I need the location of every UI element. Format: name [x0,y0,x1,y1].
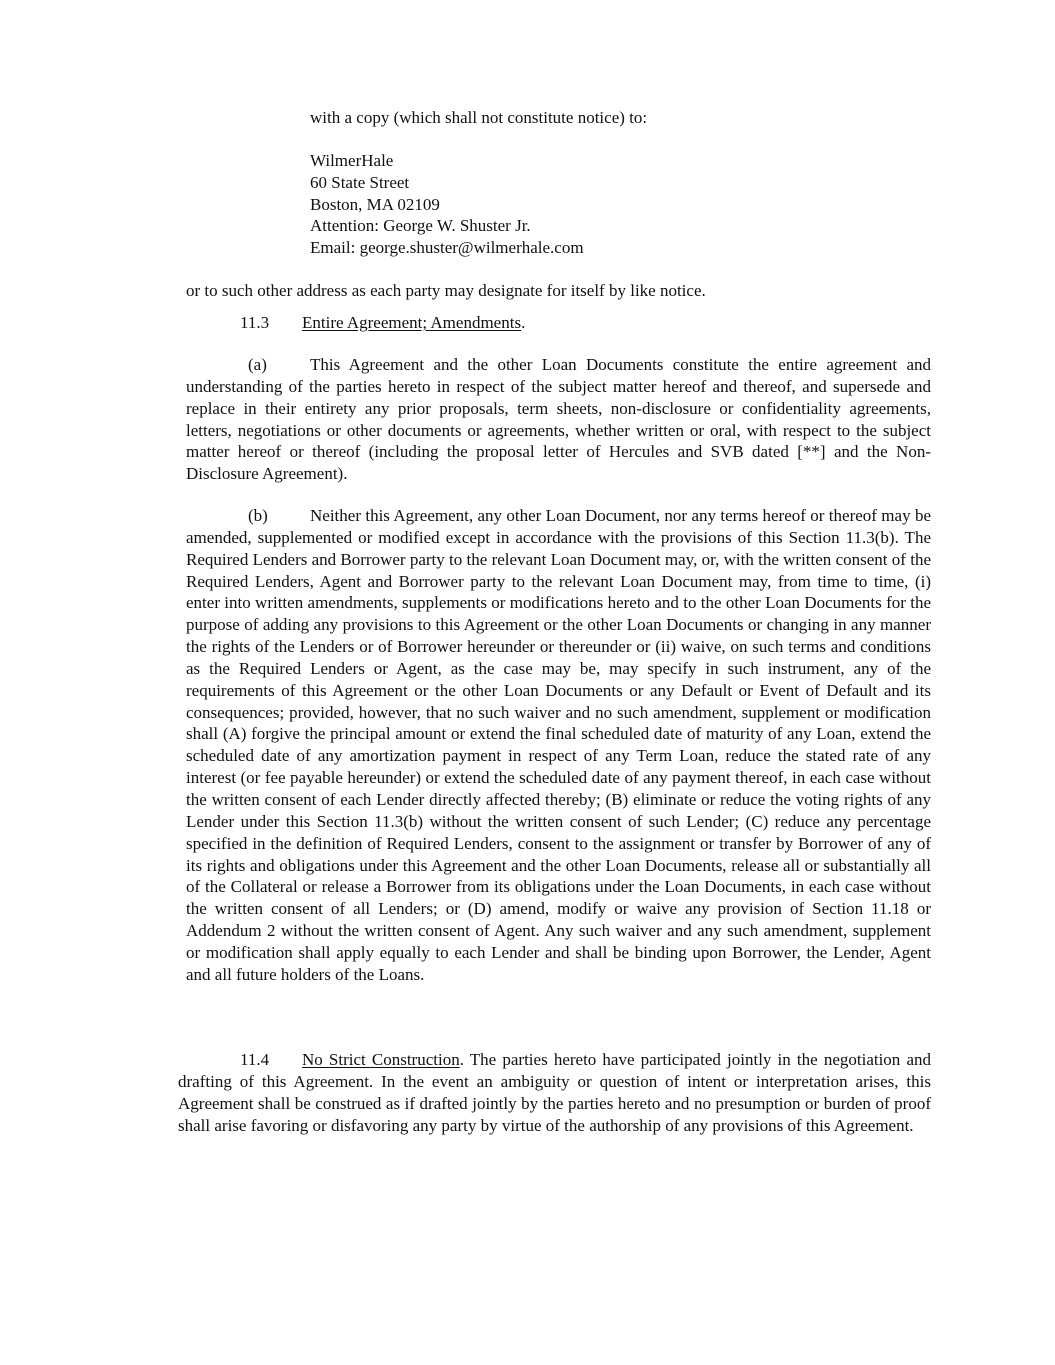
address-email: Email: george.shuster@wilmerhale.com [310,238,584,258]
section-11-4-title: No Strict Construction [302,1050,460,1069]
paragraph-a-text: This Agreement and the other Loan Documents constitute the entire agreement and understanding of the parties hereto in respect of the subject matter hereof and thereof, and supersede and replace in their entirety any prior proposals, term sheets, non-disclosure or confidentiality agreements, letters, negotiations or other documents or agreements, whether written or oral, with respect to the subject matter hereof or thereof (including the proposal letter of Hercules and SVB dated [**] and the Non-Disclosure Agreement). [186,355,931,484]
section-11-4-number: 11.4 [240,1050,270,1069]
section-11-3-title-suffix: . [521,313,526,332]
paragraph-b-text: Neither this Agreement, any other Loan Document, nor any terms hereof or thereof may be amended, supplemented or modified except in accordance with the provisions of this Section 11.3(b). The Required Lenders and Borrower party to the relevant Loan Document may, or, with the written consent of the Required Lenders, Agent and Borrower party to the relevant Loan Document may, from time to time, (i) enter into written amendments, supplements or modifications hereto and to the other Loan Documents for the purpose of adding any provisions to this Agreement or the other Loan Documents or changing in any manner the rights of the Lenders or of Borrower hereunder or thereunder or (ii) waive, on such terms and conditions as the Required Lenders or Agent, as the case may be, may specify in such instrument, any of the requirements of this Agreement or the other Loan Documents or any Default or Event of Default and its consequences; provided, however, that no such waiver and no such amendment, supplement or modification shall (A) forgive the principal amount or extend the final scheduled date of maturity of any Loan, extend the scheduled date of any amortization payment in respect of any Term Loan, reduce the stated rate of any interest (or fee payable hereunder) or extend the scheduled date of any payment thereof, in each case without the written consent of each Lender directly affected thereby; (B) eliminate or reduce the voting rights of any Lender under this Section 11.3(b) without the written consent of such Lender; (C) reduce any percentage specified in the definition of Required Lenders, consent to the assignment or transfer by Borrower of any of its rights and obligations under this Agreement and the other Loan Documents, release all or substantially all of the Collateral or release a Borrower from its obligations under the Loan Documents, in each case without the written consent of all Lenders; or (D) amend, modify or waive any provision of Section 11.18 or Addendum 2 without the written consent of Agent. Any such waiver and any such amendment, supplement or modification shall apply equally to each Lender and shall be binding upon Borrower, the Lender, Agent and all future holders of the Loans. [186,506,931,984]
address-firm: WilmerHale [310,151,394,170]
section-11-4-text: . The parties hereto have participated jointly in the negotiation and drafting of this Agreement. In the event an ambiguity or question of intent or interpretation arises, this Agreement shall be construed as if drafted jointly by the parties hereto and no presumption or burden of proof shall arise favoring or disfavoring any party by virtue of the authorship of any provisions of this Agreement. [178,1050,931,1135]
address-street: 60 State Street [310,172,410,192]
section-11-4-paragraph [178,1049,931,1137]
paragraph-b-label: (b) [248,506,268,525]
address-attention: Attention: George W. Shuster Jr. [310,216,531,236]
other-address-line: or to such other address as each party may designate for itself by like notice. [186,281,706,300]
section-11-3-title: Entire Agreement; Amendments [302,313,522,332]
section-11-3-number: 11.3 [240,313,270,332]
address-block [310,150,584,259]
section-11-3-paragraph-b [186,505,931,986]
paragraph-a-label: (a) [248,355,267,374]
copy-notice-line: with a copy (which shall not constitute notice) to: [310,108,648,127]
section-11-3-heading [240,312,525,334]
section-11-3-paragraph-a [186,354,931,485]
address-city: Boston, MA 02109 [310,194,440,214]
